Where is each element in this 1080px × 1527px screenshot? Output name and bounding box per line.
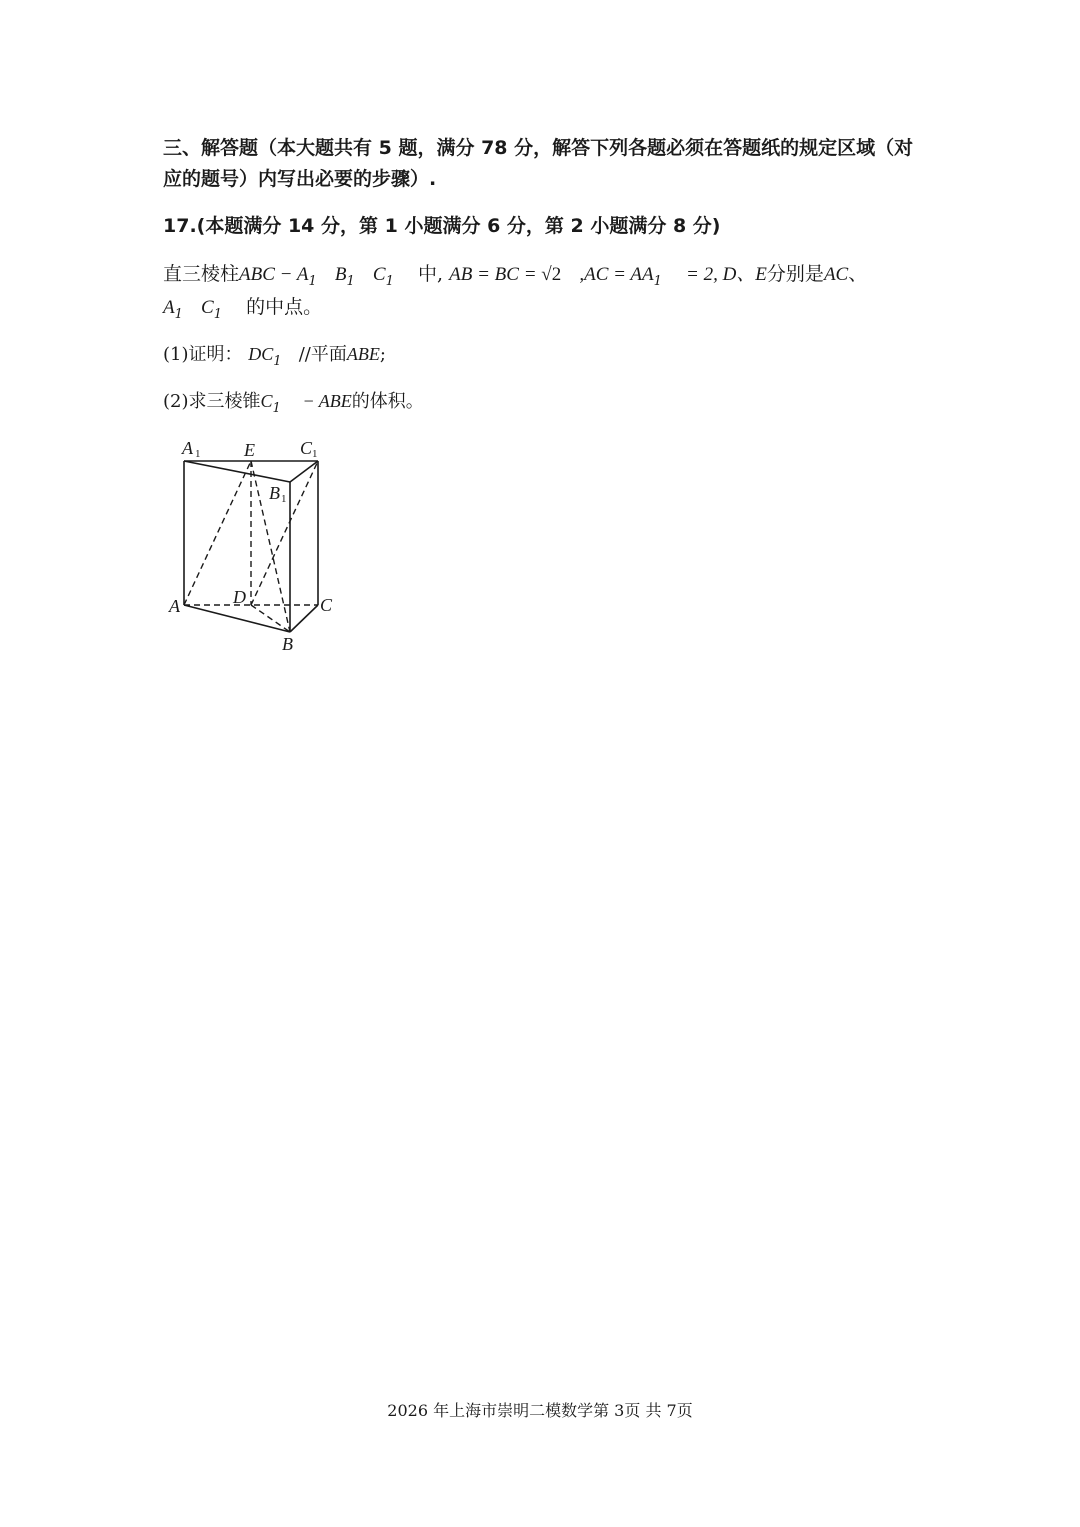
- edge-d-c1-dashed: [251, 461, 318, 605]
- problem-stem-line2: [163, 295, 322, 322]
- stem-math-ac: AC: [823, 264, 849, 285]
- stem-text-prism: 直三棱柱: [163, 263, 240, 285]
- stem-text-mid: 分别是: [766, 263, 824, 285]
- part1-plane: ABE: [346, 344, 380, 364]
- label-e: E: [244, 440, 255, 460]
- edge-a-b: [184, 605, 290, 632]
- prism-figure: [160, 432, 360, 662]
- part1-dc: DC: [248, 344, 274, 364]
- stem-math-c1: C: [372, 264, 386, 285]
- edge-b1-c1: [290, 461, 318, 482]
- section-title-line1: 三、解答题（本大题共有 5 题，满分 78 分，解答下列各题必须在答题纸的规定区域（对: [163, 137, 914, 159]
- part2-sub: 1: [272, 401, 281, 416]
- part2-end: 的体积。: [351, 391, 424, 412]
- stem-sub-c1: 1: [385, 274, 394, 289]
- label-b1: B: [269, 483, 280, 503]
- problem-stem-line1: [163, 262, 867, 289]
- part2-label: (2)求三棱锥: [163, 391, 261, 412]
- part2-c: C: [260, 391, 273, 411]
- stem2-sub-c1: 1: [213, 307, 222, 322]
- section-title-line2: 应的题号）内写出必要的步骤）.: [163, 168, 437, 190]
- stem-math-sqrt: √2: [541, 264, 562, 285]
- stem-text-sep: 、: [848, 263, 868, 285]
- stem-math-b1: B: [334, 264, 347, 285]
- stem2-math-c: C: [201, 297, 214, 318]
- stem-sub-b1: 1: [346, 274, 355, 289]
- stem2-math-a: A: [163, 297, 175, 318]
- part1: [163, 342, 386, 369]
- part1-label: (1)证明：: [163, 344, 243, 365]
- label-a1-sub: 1: [195, 448, 201, 460]
- part2-abe: − ABE: [297, 391, 352, 411]
- label-a: A: [169, 596, 180, 616]
- label-a1: A: [182, 438, 193, 458]
- part1-sub: 1: [273, 354, 282, 369]
- stem-sub-aa1: 1: [653, 274, 662, 289]
- stem2-sub-a1: 1: [174, 307, 183, 322]
- edge-a1-b1: [184, 461, 290, 482]
- stem2-text-end: 的中点。: [246, 296, 323, 318]
- page-footer: 2026 年上海市崇明二模数学第 3页 共 7页: [387, 1401, 693, 1420]
- edge-b-c: [290, 605, 318, 632]
- label-b: B: [282, 634, 293, 654]
- stem-math-eq3: = 2, D、E: [686, 264, 767, 285]
- stem-math-eq2: ,AC = AA: [579, 264, 654, 285]
- edge-a-e-dashed: [184, 461, 251, 605]
- label-d: D: [233, 587, 246, 607]
- prism-dashed-edges: [184, 461, 318, 632]
- label-b1-sub: 1: [281, 493, 287, 505]
- label-c1: C: [300, 438, 313, 458]
- stem-math-eq1: AB = BC =: [449, 264, 542, 285]
- label-c1-sub: 1: [312, 448, 318, 460]
- part1-end: ;: [379, 344, 386, 365]
- stem-math-prism: ABC − A: [239, 264, 309, 285]
- part2: [163, 389, 424, 416]
- part1-parallel: //平面: [298, 344, 347, 365]
- stem-sub-a1: 1: [308, 274, 317, 289]
- problem-header: 17.(本题满分 14 分，第 1 小题满分 6 分，第 2 小题满分 8 分): [163, 215, 721, 237]
- label-c: C: [320, 595, 333, 615]
- stem-text-in: 中,: [418, 263, 444, 285]
